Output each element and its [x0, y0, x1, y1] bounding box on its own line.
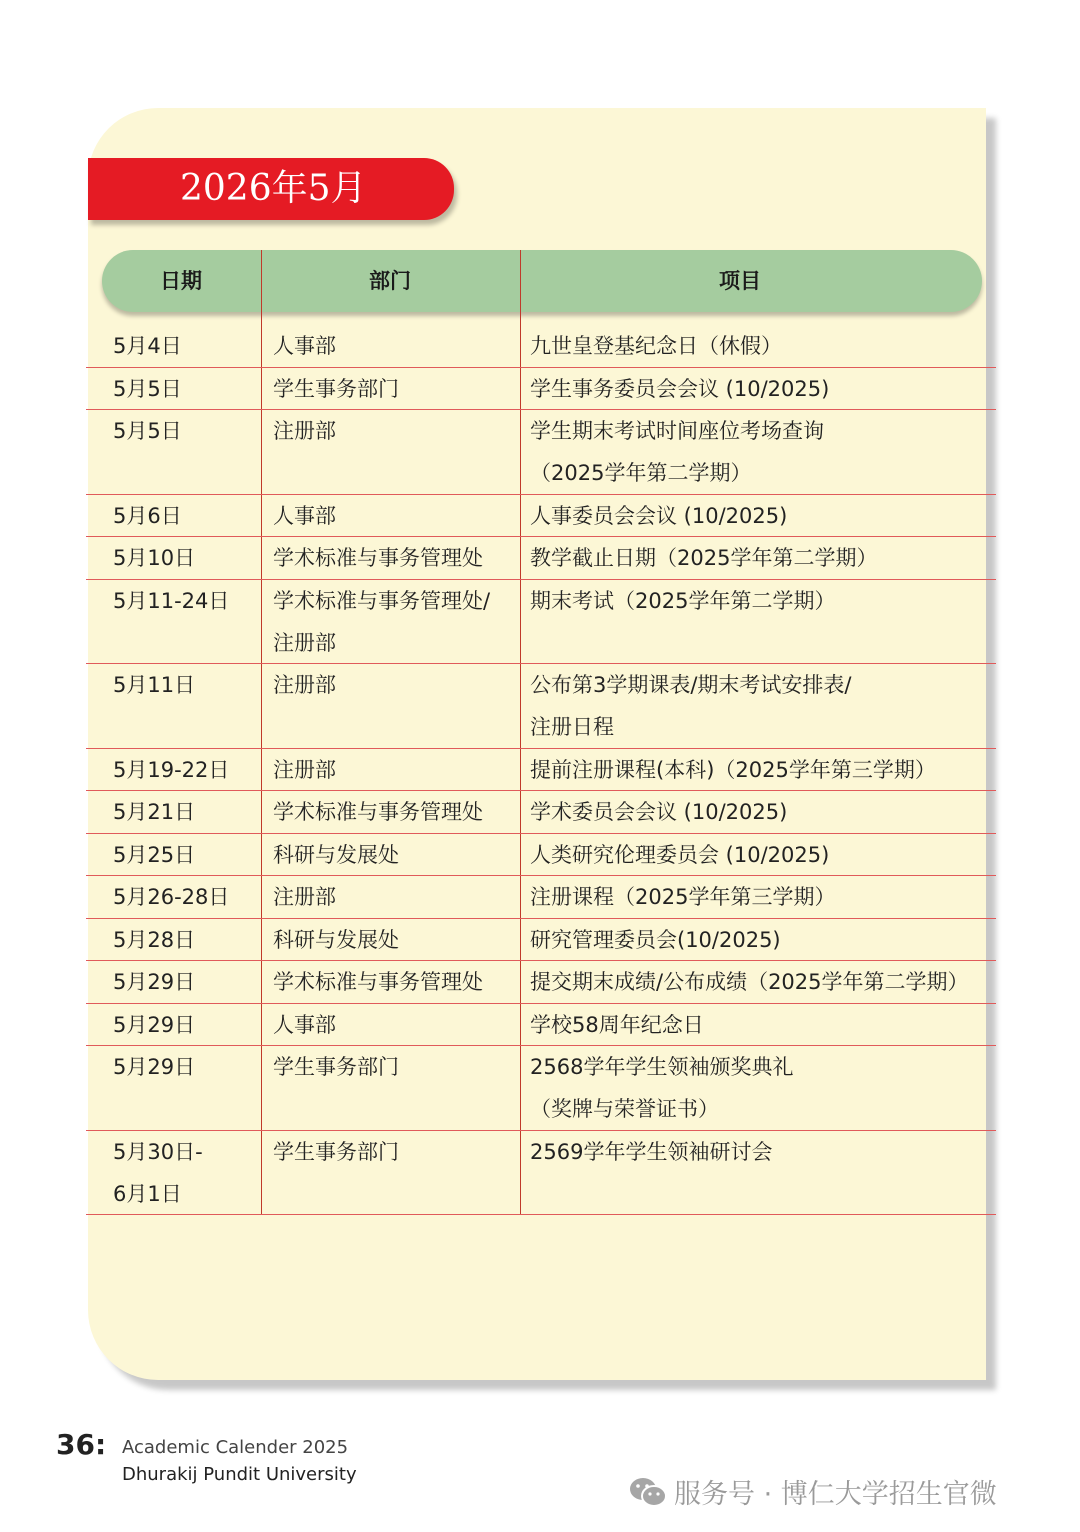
- item-cell-line: 学术委员会会议 (10/2025): [530, 800, 788, 824]
- date-cell-line: 5月10日: [113, 546, 196, 570]
- table-row: [86, 1046, 996, 1131]
- table-row: [86, 791, 996, 834]
- date-cell: [113, 664, 258, 706]
- item-cell-line: 注册课程（2025学年第三学期）: [530, 885, 836, 909]
- dept-cell-line: 学生事务部门: [273, 376, 399, 401]
- item-cell-line: 人事委员会会议 (10/2025): [530, 503, 788, 528]
- table-row: [86, 834, 996, 877]
- item-cell: [530, 495, 1000, 537]
- dept-cell: [273, 919, 521, 961]
- table-header: [102, 250, 982, 312]
- date-cell: [113, 1131, 258, 1215]
- date-cell-line: 5月19-22日: [113, 757, 230, 782]
- dept-cell: [273, 961, 521, 1003]
- date-cell-line: 5月4日: [113, 334, 182, 358]
- dept-cell: [273, 495, 521, 537]
- item-cell-line: 人类研究伦理委员会 (10/2025): [530, 842, 830, 867]
- table-row: [86, 537, 996, 580]
- item-cell-line: 2568学年学生领袖颁奖典礼: [530, 1055, 794, 1079]
- header-item: 项目: [719, 269, 761, 293]
- date-cell-line: 5月29日: [113, 1055, 196, 1079]
- item-cell-line: 公布第3学期课表/期末考试安排表/: [530, 673, 852, 697]
- dept-cell-line: 学术标准与事务管理处: [273, 800, 483, 824]
- date-cell: [113, 1004, 258, 1046]
- item-cell: [530, 1131, 1000, 1173]
- date-cell-line: 5月29日: [113, 1012, 196, 1037]
- dept-cell-line: 注册部: [273, 673, 336, 697]
- footer-university: Dhurakij Pundit University: [122, 1464, 357, 1485]
- item-cell-line: 学生期末考试时间座位考场查询: [530, 419, 824, 443]
- item-cell: [530, 410, 1000, 494]
- item-cell: [530, 537, 1000, 579]
- date-cell-line: 5月11-24日: [113, 588, 230, 613]
- item-cell-line: 提交期末成绩/公布成绩（2025学年第二学期）: [530, 970, 969, 994]
- date-cell: [113, 325, 258, 367]
- table-row: [86, 325, 996, 368]
- dept-cell-line: 注册部: [273, 885, 336, 909]
- footer-calendar-title: Academic Calender 2025: [122, 1437, 349, 1458]
- date-cell: [113, 580, 258, 622]
- dept-cell-line: 学术标准与事务管理处: [273, 546, 483, 570]
- date-cell-line: 5月6日: [113, 503, 182, 528]
- dept-cell: [273, 791, 521, 833]
- item-cell: [530, 749, 1000, 791]
- schedule-table: [86, 325, 996, 1215]
- dept-cell: [273, 834, 521, 876]
- date-cell-line: 5月25日: [113, 842, 196, 867]
- date-cell-line: 5月26-28日: [113, 885, 230, 909]
- dept-cell: [273, 1046, 521, 1088]
- item-cell: [530, 791, 1000, 833]
- item-cell-line: 提前注册课程(本科)（2025学年第三学期）: [530, 757, 936, 782]
- date-cell: [113, 791, 258, 833]
- table-row: [86, 580, 996, 665]
- table-row: [86, 368, 996, 411]
- item-cell-line: （奖牌与荣誉证书）: [530, 1097, 719, 1121]
- item-cell: [530, 876, 1000, 918]
- dept-cell: [273, 580, 521, 664]
- item-cell-line: 期末考试（2025学年第二学期）: [530, 588, 836, 613]
- date-cell: [113, 876, 258, 918]
- item-cell: [530, 834, 1000, 876]
- item-cell-line: 研究管理委员会(10/2025): [530, 927, 781, 952]
- table-row: [86, 1004, 996, 1047]
- dept-cell: [273, 749, 521, 791]
- dept-cell-line: 注册部: [273, 757, 336, 782]
- dept-cell: [273, 1131, 521, 1173]
- date-cell-line: 5月29日: [113, 970, 196, 994]
- dept-cell-line: 注册部: [273, 630, 336, 655]
- item-cell-line: 九世皇登基纪念日（休假）: [530, 334, 782, 358]
- item-cell: [530, 1046, 1000, 1130]
- item-cell: [530, 664, 1000, 748]
- watermark-text: 服务号 · 博仁大学招生官微: [674, 1479, 997, 1510]
- dept-cell-line: 人事部: [273, 334, 336, 358]
- date-cell: [113, 537, 258, 579]
- table-row: [86, 876, 996, 919]
- item-cell-line: （2025学年第二学期）: [530, 461, 752, 485]
- dept-cell: [273, 664, 521, 706]
- item-cell: [530, 961, 1000, 1003]
- date-cell-line: 5月30日-: [113, 1139, 203, 1164]
- dept-cell: [273, 537, 521, 579]
- table-row: [86, 919, 996, 962]
- item-cell: [530, 368, 1000, 410]
- date-cell: [113, 749, 258, 791]
- dept-cell: [273, 876, 521, 918]
- date-cell: [113, 1046, 258, 1088]
- dept-cell-line: 学术标准与事务管理处: [273, 970, 483, 994]
- header-dept: 部门: [369, 269, 411, 293]
- date-cell: [113, 368, 258, 410]
- date-cell: [113, 834, 258, 876]
- dept-cell-line: 学生事务部门: [273, 1139, 399, 1164]
- date-cell: [113, 961, 258, 1003]
- item-cell-line: 学校58周年纪念日: [530, 1012, 704, 1037]
- item-cell: [530, 325, 1000, 367]
- dept-cell-line: 学术标准与事务管理处/: [273, 588, 491, 613]
- item-cell-line: 注册日程: [530, 715, 614, 739]
- dept-cell-line: 科研与发展处: [273, 842, 399, 867]
- month-title: 2026年5月: [88, 158, 454, 220]
- table-row: [86, 664, 996, 749]
- dept-cell: [273, 410, 521, 452]
- date-cell: [113, 495, 258, 537]
- date-cell-line: 5月5日: [113, 419, 182, 443]
- date-cell-line: 5月28日: [113, 927, 196, 952]
- wechat-icon: [628, 1476, 668, 1508]
- item-cell-line: 教学截止日期（2025学年第二学期）: [530, 546, 878, 570]
- table-row: [86, 749, 996, 792]
- dept-cell-line: 科研与发展处: [273, 927, 399, 952]
- dept-cell-line: 学生事务部门: [273, 1055, 399, 1079]
- dept-cell-line: 人事部: [273, 503, 336, 528]
- watermark: [628, 1472, 997, 1511]
- date-cell-line: 5月11日: [113, 673, 196, 697]
- page-number: 36:: [56, 1428, 107, 1461]
- item-cell-line: 2569学年学生领袖研讨会: [530, 1139, 773, 1164]
- table-row: [86, 1131, 996, 1216]
- table-row: [86, 495, 996, 538]
- dept-cell: [273, 368, 521, 410]
- date-cell: [113, 410, 258, 452]
- date-cell-line: 5月21日: [113, 800, 196, 824]
- item-cell: [530, 580, 1000, 622]
- item-cell: [530, 1004, 1000, 1046]
- date-cell-line: 6月1日: [113, 1181, 182, 1206]
- item-cell: [530, 919, 1000, 961]
- dept-cell: [273, 1004, 521, 1046]
- table-row: [86, 410, 996, 495]
- dept-cell: [273, 325, 521, 367]
- header-date: 日期: [160, 269, 202, 293]
- table-row: [86, 961, 996, 1004]
- date-cell-line: 5月5日: [113, 376, 182, 401]
- item-cell-line: 学生事务委员会会议 (10/2025): [530, 376, 830, 401]
- date-cell: [113, 919, 258, 961]
- dept-cell-line: 注册部: [273, 419, 336, 443]
- dept-cell-line: 人事部: [273, 1012, 336, 1037]
